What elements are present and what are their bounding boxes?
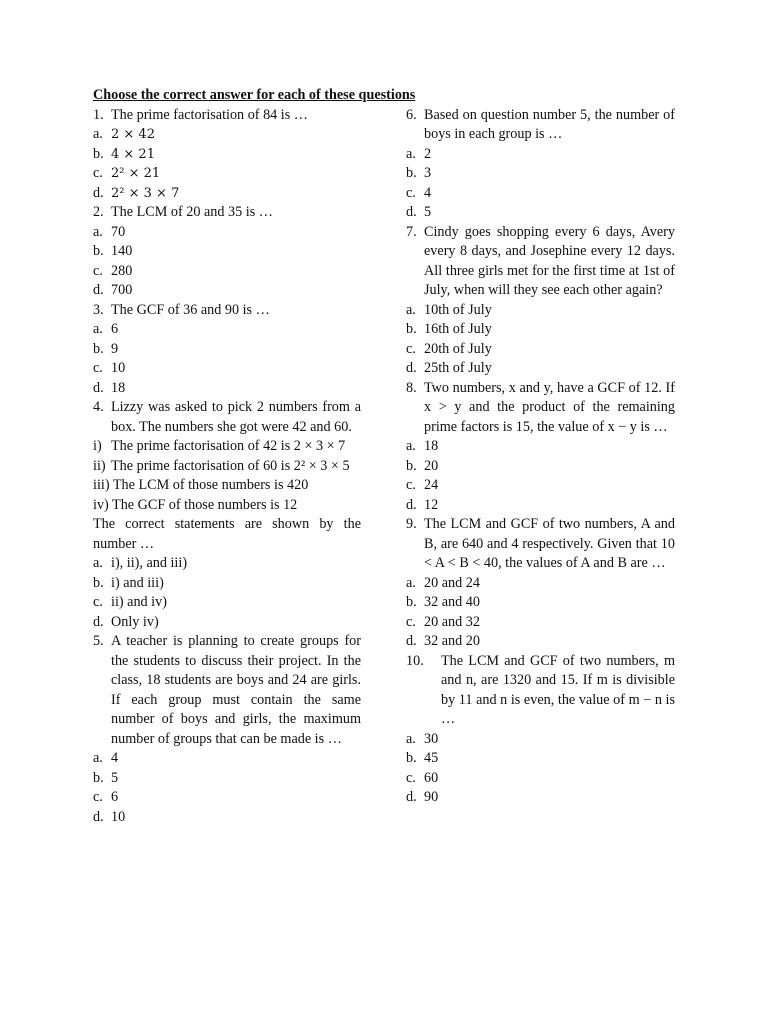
question-prompt: The correct statements are shown by the number … [93,516,361,552]
option-letter: c. [93,360,103,376]
option-letter: b. [93,145,104,162]
option-letter: c. [93,789,103,805]
option-letter: a. [406,438,416,454]
option [93,320,361,340]
option-text: 16th of July [424,321,492,337]
question-number: 5. [93,633,104,649]
option-letter: d. [406,789,417,805]
option [93,808,361,828]
statement: iv) The GCF of those numbers is 12 [93,496,298,513]
option-text: 20 and 32 [424,613,480,630]
option-text: 24 [424,477,439,493]
option [406,184,675,204]
option-letter: a. [93,321,103,337]
option-letter: b. [406,594,417,610]
option-text: 20 and 24 [424,574,480,591]
option-text: 12 [424,496,439,513]
option-letter: d. [93,808,104,825]
option [93,125,361,145]
option-text: 60 [424,769,439,786]
right-column [406,106,675,808]
option-text: 32 and 40 [424,594,480,610]
option-text: 2 [424,145,432,162]
option-text: 3 [424,165,432,181]
statement-label: ii) [93,457,106,474]
option-text: Only iv) [111,613,159,630]
option-text: 32 and 20 [424,633,480,649]
option-text: 30 [424,730,439,747]
option-letter: a. [406,145,416,162]
option-text: 20th of July [424,340,492,357]
option-letter: d. [93,379,104,396]
question-3 [93,301,361,321]
option [406,574,675,594]
question-text: The GCF of 36 and 90 is … [111,301,270,318]
option [406,457,675,477]
question-number: 2. [93,204,104,220]
statement-text: The prime factorisation of 60 is 2² × 3 × 5 [111,457,350,474]
option [406,632,675,652]
question-text: A teacher is planning to create groups for the students to discuss their project. In the class, 18 students are boys and 24 are girls. If each group must contain the same number of boys and girls, the maximum number of groups that can be made is … [111,633,361,747]
option [93,574,361,594]
question-text: Cindy goes shopping every 6 days, Avery every 8 days, and Josephine every 12 days. All three girls met for the first time at 1st of July, when will they see each other again? [424,223,675,298]
question-6 [406,106,675,145]
question-text: Two numbers, x and y, have a GCF of 12. If x > y and the product of the remaining prime factors is 15, the value of x − y is … [424,379,675,435]
option-text: 6 [111,321,119,337]
option-text: 70 [111,223,126,240]
option-letter: a. [406,574,416,591]
option [406,340,675,360]
question-number: 1. [93,106,104,123]
option [93,749,361,769]
question-text: The LCM and GCF of two numbers, m and n, are 1320 and 15. If m is divisible by 11 and n is even, the value of m − n is … [441,652,675,727]
option [406,593,675,613]
option-letter: c. [406,184,416,201]
option [406,476,675,496]
option [406,203,675,223]
question-2 [93,203,361,223]
option [93,281,361,301]
option [406,788,675,808]
option [93,223,361,243]
option-letter: b. [406,750,417,766]
option-text: 45 [424,750,439,766]
option-letter: a. [93,750,103,766]
option [406,730,675,750]
statement-text: The prime factorisation of 42 is 2 × 3 × 7 [111,438,346,454]
option [406,301,675,321]
option-letter: b. [93,243,104,259]
question-10 [406,652,675,730]
option [93,242,361,262]
question-number: 10. [406,652,424,669]
option-letter: d. [93,613,104,630]
option-text: i), ii), and iii) [111,555,188,571]
question-1 [93,106,361,126]
option [93,262,361,282]
option [93,184,361,204]
option-letter: a. [406,730,416,747]
question-number: 4. [93,399,104,415]
option [406,437,675,457]
option-text: 140 [111,243,133,259]
question-text: The prime factorisation of 84 is … [111,106,308,123]
option-text: 10 [111,808,126,825]
statement: iii) The LCM of those numbers is 420 [93,477,309,493]
option-letter: c. [93,594,103,610]
option-letter: a. [93,223,103,240]
option [93,340,361,360]
option [406,613,675,633]
option-letter: d. [406,496,417,513]
question-8 [406,379,675,438]
question-number: 7. [406,223,417,240]
option-text: 18 [424,438,439,454]
question-9 [406,515,675,574]
option [93,593,361,613]
option [93,769,361,789]
option-text: 20 [424,457,439,474]
option [93,145,361,165]
option-letter: a. [93,126,103,142]
question-text: The LCM and GCF of two numbers, A and B, are 640 and 4 respectively. Given that 10 < A < B < 40, the values of A and B are … [424,516,675,571]
option-letter: d. [93,282,104,298]
question-number: 8. [406,379,417,396]
option-letter: d. [93,184,104,201]
option-text: 2² × 3 × 7 [111,185,180,201]
option-text: 5 [111,769,119,786]
statement-label: i) [93,438,102,454]
option-text: 10 [111,360,126,376]
option [406,359,675,379]
statement [93,457,361,477]
option-text: 6 [111,789,119,805]
option-letter: c. [93,262,103,279]
option-text: 25th of July [424,360,492,376]
option-text: 700 [111,282,133,298]
option [93,379,361,399]
question-number: 6. [406,106,417,123]
option-text: 9 [111,340,119,357]
option-letter: b. [406,321,417,337]
option-letter: b. [93,574,104,591]
option [406,320,675,340]
statement [93,437,361,457]
option-letter: c. [406,769,416,786]
option-letter: b. [93,340,104,357]
option-text: 90 [424,789,439,805]
option-letter: d. [406,360,417,376]
option-letter: d. [406,633,417,649]
option [93,554,361,574]
option [406,164,675,184]
option-text: 10th of July [424,301,492,318]
option [406,496,675,516]
question-5 [93,632,361,749]
option-text: 280 [111,262,133,279]
option [406,769,675,789]
option [406,145,675,165]
option-letter: d. [406,204,417,220]
question-number: 3. [93,301,104,318]
option-text: 2 × 42 [111,127,155,142]
option-text: 4 × 21 [111,146,155,162]
question-4 [93,398,361,437]
option-letter: b. [406,165,417,181]
option [93,359,361,379]
option-text: 18 [111,379,126,396]
option [93,613,361,633]
worksheet-title: Choose the correct answer for each of these questions [93,87,416,103]
option-letter: c. [406,477,416,493]
option-letter: a. [406,301,416,318]
question-text: Based on question number 5, the number of boys in each group is … [424,106,675,142]
option-text: 4 [424,184,432,201]
option-text: 5 [424,204,432,220]
option-text: i) and iii) [111,574,164,591]
option [406,749,675,769]
option-letter: c. [406,340,416,357]
option-letter: c. [406,613,416,630]
option-letter: b. [406,457,417,474]
option-text: 2² × 21 [111,166,161,181]
option-letter: b. [93,769,104,786]
option [93,164,361,184]
option-letter: a. [93,555,103,571]
question-text: The LCM of 20 and 35 is … [111,204,273,220]
option-letter: c. [93,165,103,181]
left-column [93,106,361,828]
option-text: ii) and iv) [111,594,167,610]
question-text: Lizzy was asked to pick 2 numbers from a box. The numbers she got were 42 and 60. [111,399,361,435]
question-number: 9. [406,516,417,532]
question-7 [406,223,675,301]
option [93,788,361,808]
option-text: 4 [111,750,119,766]
